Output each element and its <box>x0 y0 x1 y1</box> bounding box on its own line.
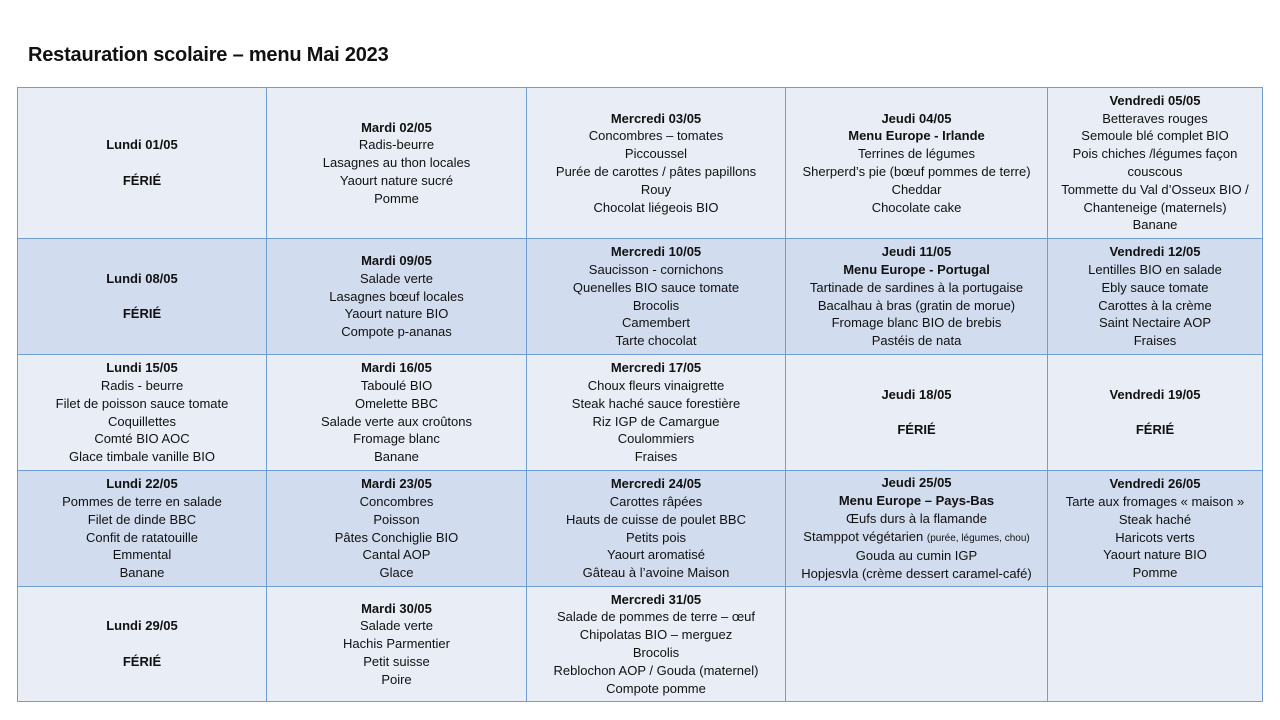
menu-item: Concombres <box>359 493 434 509</box>
day-header: Mardi 02/05 <box>361 119 432 135</box>
menu-item: Salade verte <box>360 618 433 634</box>
week-row <box>18 471 1263 587</box>
day-header: Lundi 01/05 <box>106 137 178 153</box>
menu-item-note: (purée, légumes, chou) <box>926 532 1030 544</box>
menu-item: Lasagnes au thon locales <box>322 155 471 171</box>
menu-item: Gouda au cumin IGP <box>855 548 978 564</box>
menu-item: Coulommiers <box>617 431 695 447</box>
menu-item: Salade de pommes de terre – œuf <box>557 609 755 625</box>
day-cell <box>267 88 527 239</box>
day-header: Jeudi 18/05 <box>881 386 952 402</box>
day-header: Lundi 22/05 <box>106 476 178 492</box>
menu-item: Cheddar <box>891 181 942 197</box>
day-header: Mercredi 03/05 <box>610 110 702 126</box>
menu-item: Saint Nectaire AOP <box>1099 315 1211 331</box>
menu-item: Yaourt nature sucré <box>339 172 454 188</box>
menu-item: Compote p-ananas <box>341 324 452 340</box>
menu-item: Pomme <box>1132 565 1178 581</box>
menu-item: Hachis Parmentier <box>343 636 450 652</box>
menu-item: Chocolat liégeois BIO <box>593 199 719 215</box>
menu-item: Coquillettes <box>108 413 176 429</box>
menu-item: Comté BIO AOC <box>94 431 190 447</box>
menu-item: Banane <box>374 449 419 465</box>
day-cell <box>267 587 527 702</box>
day-header: Lundi 15/05 <box>106 360 178 376</box>
menu-item: Bacalhau à bras (gratin de morue) <box>817 297 1016 313</box>
day-cell <box>1048 471 1263 587</box>
day-header: Mardi 30/05 <box>361 600 432 616</box>
menu-item: Omelette BBC <box>354 395 439 411</box>
day-cell <box>527 587 786 702</box>
menu-item: Purée de carottes / pâtes papillons <box>555 164 757 179</box>
menu-item: Pommes de terre en salade <box>62 493 222 509</box>
menu-item: Tarte aux fromages « maison » <box>1065 493 1245 509</box>
menu-item: Brocolis <box>632 645 680 660</box>
menu-item: couscous <box>1127 164 1183 179</box>
menu-item: Betteraves rouges <box>1102 110 1208 126</box>
menu-item: Camembert <box>622 315 690 331</box>
menu-item: Banane <box>119 565 165 581</box>
day-header: Mardi 23/05 <box>361 476 432 492</box>
menu-item: Poire <box>381 671 412 687</box>
day-cell <box>527 239 786 355</box>
menu-item: Glace <box>379 565 414 581</box>
week-row <box>18 88 1263 239</box>
menu-item: Tarte chocolat <box>615 333 697 349</box>
menu-item: Radis - beurre <box>100 377 184 393</box>
day-cell <box>1048 239 1263 355</box>
day-cell <box>1048 88 1263 239</box>
ferie-label: FÉRIÉ <box>897 422 936 438</box>
menu-item: Pâtes Conchiglie BIO <box>334 529 459 545</box>
day-header: Mardi 09/05 <box>361 253 432 268</box>
day-cell <box>786 471 1048 587</box>
menu-item: Haricots verts <box>1115 529 1195 545</box>
menu-item: Rouy <box>640 181 672 197</box>
menu-item: Yaourt nature BIO <box>1103 547 1207 563</box>
menu-item: Concombres – tomates <box>588 128 724 144</box>
menu-item: Lasagnes bœuf locales <box>329 288 464 304</box>
menu-item: Piccoussel <box>624 146 688 162</box>
menu-item: Chanteneige (maternels) <box>1083 199 1227 215</box>
menu-item: Pomme <box>374 190 419 206</box>
menu-item: Carottes à la crème <box>1098 297 1212 313</box>
week-row <box>18 239 1263 355</box>
day-cell <box>527 355 786 471</box>
empty-cell <box>1048 587 1263 702</box>
menu-item: Fraises <box>1133 333 1177 349</box>
menu-item: Petits pois <box>626 529 686 545</box>
menu-item: Salade verte <box>360 270 433 286</box>
ferie-label: FÉRIÉ <box>122 306 162 322</box>
menu-item: Filet de poisson sauce tomate <box>55 395 229 411</box>
menu-item: Steak haché <box>1118 511 1192 527</box>
menu-item: Choux fleurs vinaigrette <box>587 377 725 393</box>
day-header: Mercredi 17/05 <box>610 360 702 376</box>
menu-item: Brocolis <box>632 297 680 313</box>
week-row <box>18 355 1263 471</box>
menu-item: Cantal AOP <box>362 547 431 563</box>
menu-item: Riz IGP de Camargue <box>592 413 720 429</box>
menu-item: Confit de ratatouille <box>85 529 198 545</box>
menu-item: Yaourt nature BIO <box>344 306 449 322</box>
menu-item: Terrines de légumes <box>857 146 976 162</box>
menu-item: Carottes râpées <box>609 493 703 509</box>
menu-item: Sherperd’s pie (bœuf pommes de terre) <box>802 164 1031 179</box>
menu-item: Steak haché sauce forestière <box>571 395 741 411</box>
day-cell <box>786 239 1048 355</box>
menu-item: Compote pomme <box>606 680 706 696</box>
menu-item: Petit suisse <box>363 653 430 669</box>
day-cell <box>18 88 267 239</box>
day-header: Jeudi 11/05 <box>881 244 952 260</box>
menu-item: Fraises <box>634 449 678 465</box>
day-header: Lundi 29/05 <box>106 618 178 634</box>
menu-item: Chocolate cake <box>871 199 962 215</box>
day-header: Mercredi 10/05 <box>610 244 702 260</box>
menu-theme: Menu Europe – Pays-Bas <box>838 492 995 508</box>
day-header: Jeudi 25/05 <box>881 475 952 491</box>
menu-item: Gâteau à l’avoine Maison <box>582 565 730 581</box>
menu-item: Fromage blanc BIO de brebis <box>831 315 1002 331</box>
menu-item: Reblochon AOP / Gouda (maternel) <box>553 662 759 678</box>
week-row <box>18 587 1263 702</box>
ferie-label: FÉRIÉ <box>122 172 162 188</box>
menu-item: Lentilles BIO en salade <box>1088 261 1222 277</box>
ferie-label: FÉRIÉ <box>1135 422 1175 438</box>
day-header: Mardi 16/05 <box>361 360 432 376</box>
page-title: Restauration scolaire – menu Mai 2023 <box>28 44 389 66</box>
menu-item: Radis-beurre <box>358 137 435 153</box>
ferie-label: FÉRIÉ <box>122 653 162 669</box>
menu-item: Filet de dinde BBC <box>87 511 197 527</box>
day-cell <box>786 355 1048 471</box>
empty-cell <box>786 587 1048 702</box>
day-cell <box>18 471 267 587</box>
menu-item: Œufs durs à la flamande <box>846 510 987 526</box>
menu-item: Poisson <box>373 511 420 527</box>
day-header: Vendredi 05/05 <box>1109 92 1201 108</box>
day-cell <box>267 239 527 355</box>
menu-table <box>17 87 1263 702</box>
day-header: Jeudi 04/05 <box>881 110 952 126</box>
menu-item <box>790 528 1043 548</box>
menu-item: Pois chiches /légumes façon <box>1072 146 1238 162</box>
day-header: Vendredi 19/05 <box>1109 386 1201 402</box>
day-header: Vendredi 12/05 <box>1109 244 1201 260</box>
menu-item: Banane <box>1132 217 1178 233</box>
day-cell <box>18 355 267 471</box>
menu-item: Hopjesvla (crème dessert caramel-café) <box>801 566 1032 582</box>
menu-theme: Menu Europe - Irlande <box>848 128 985 144</box>
menu-item: Glace timbale vanille BIO <box>69 449 215 465</box>
day-header: Mercredi 24/05 <box>610 476 702 492</box>
day-header: Vendredi 26/05 <box>1109 476 1201 492</box>
day-cell <box>527 88 786 239</box>
day-header: Mercredi 31/05 <box>610 591 702 607</box>
menu-item-text: Stamppot végétarien <box>803 528 924 544</box>
day-header: Lundi 08/05 <box>106 270 178 286</box>
menu-item: Taboulé BIO <box>360 377 433 393</box>
menu-item: Tommette du Val d’Osseux BIO / <box>1061 181 1249 197</box>
menu-item: Semoule blé complet BIO <box>1081 128 1229 144</box>
menu-item: Saucisson - cornichons <box>588 261 724 277</box>
day-cell <box>18 239 267 355</box>
menu-item: Salade verte aux croûtons <box>320 413 473 429</box>
menu-item: Pastéis de nata <box>871 333 962 349</box>
day-cell <box>267 355 527 471</box>
menu-item: Quenelles BIO sauce tomate <box>572 279 740 295</box>
menu-item: Yaourt aromatisé <box>606 547 706 563</box>
menu-item: Hauts de cuisse de poulet BBC <box>566 511 746 527</box>
menu-item: Ebly sauce tomate <box>1101 279 1209 295</box>
menu-item: Fromage blanc <box>353 431 440 447</box>
menu-item: Emmental <box>112 547 172 563</box>
day-cell <box>527 471 786 587</box>
menu-item: Chipolatas BIO – merguez <box>579 627 733 643</box>
day-cell <box>18 587 267 702</box>
day-cell <box>267 471 527 587</box>
day-cell <box>1048 355 1263 471</box>
menu-theme: Menu Europe - Portugal <box>843 261 990 277</box>
day-cell <box>786 88 1048 239</box>
menu-item: Tartinade de sardines à la portugaise <box>809 279 1024 295</box>
